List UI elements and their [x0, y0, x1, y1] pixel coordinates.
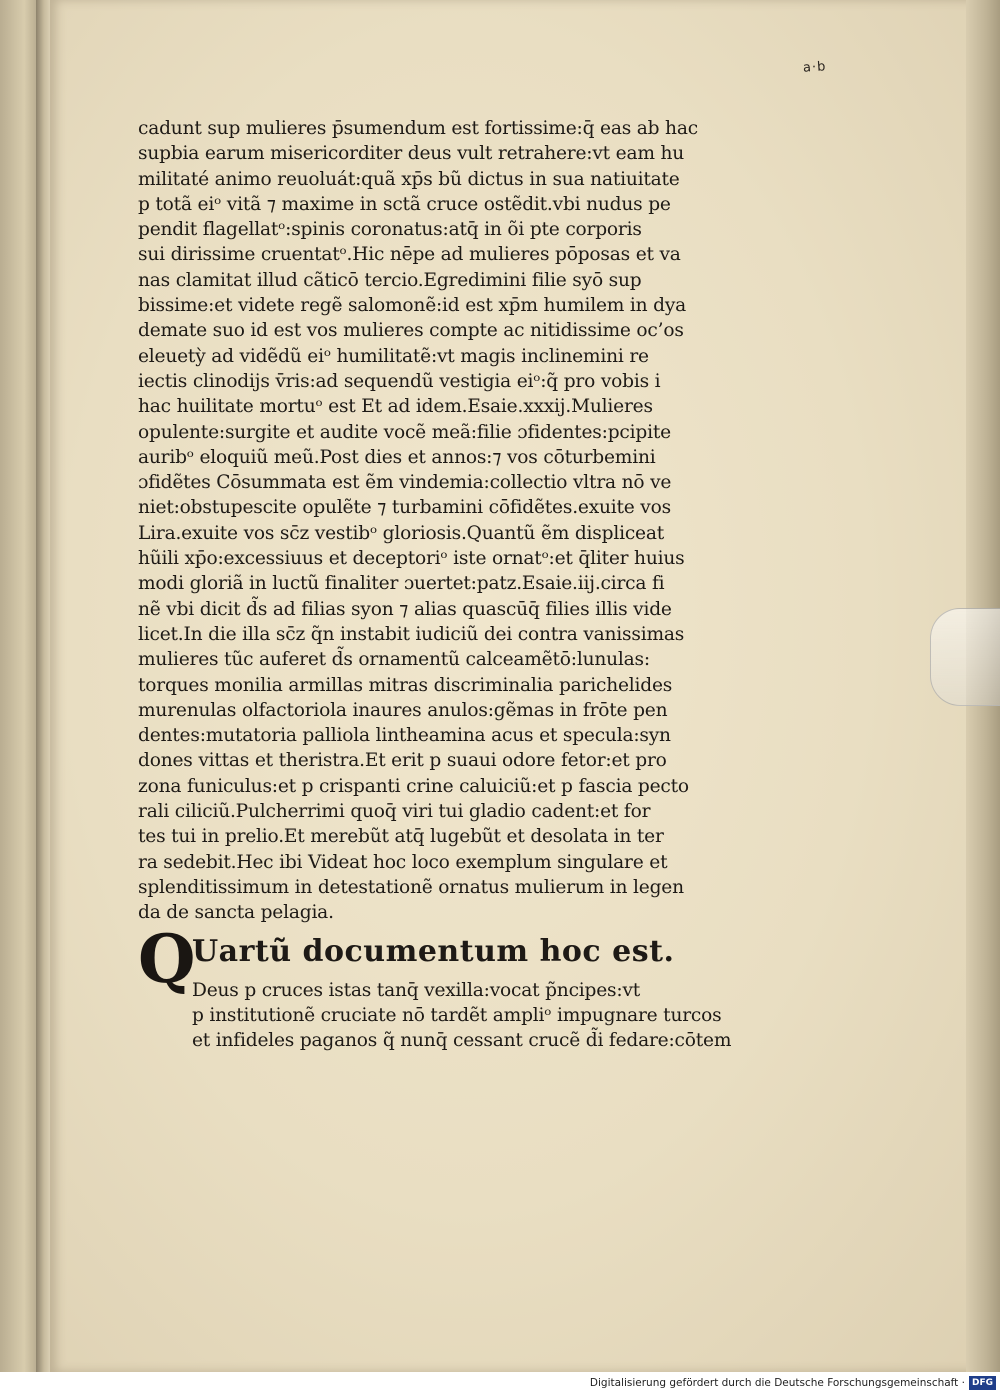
text-line: hũili xp̄o:excessiuus et deceptoriᵒ iste ornatᵒ:et q̄liter huius: [138, 548, 685, 570]
text-line: torques monilia armillas mitras discriminalia parichelides: [138, 674, 673, 696]
text-line: licet.In die illa sc̄z q̃n instabit iudiciũ dei contra vanissimas: [138, 623, 685, 645]
text-line: modi gloriã in luctũ finaliter ɔuertet:patz.Esaie.iij.circa fi: [138, 573, 665, 595]
text-line: bissime:et videte regẽ salomonẽ:id est xp̄m humilem in dya: [138, 295, 687, 317]
digitization-footer: [0, 1372, 1000, 1394]
text-line: nas clamitat illud cãticō tercio.Egredimini filie syō sup: [138, 269, 642, 291]
text-line: ra sedebit.Hec ibi Videat hoc loco exemplum singulare et: [138, 851, 668, 873]
body-text: [138, 116, 738, 926]
signature-mark: a·b: [802, 59, 827, 76]
text-line: sui dirissime cruentatᵒ.Hic nēpe ad mulieres pōposas et va: [138, 244, 681, 266]
text-line: opulente:surgite et audite vocẽ meã:filie ɔfidentes:pcipite: [138, 421, 671, 443]
plastic-page-clip: [930, 608, 1000, 706]
text-line: splenditissimum in detestationẽ ornatus mulierum in legen: [138, 876, 684, 898]
text-line: pendit flagellatᵒ:spinis coronatus:atq̄ in õi pte corporis: [138, 219, 642, 241]
text-line: et infideles paganos q̃ nunq̄ cessant crucẽ d̃i fedare:cōtem: [192, 1030, 732, 1052]
text-line: p institutionẽ cruciate nō tardẽt ampliᵒ impugnare turcos: [192, 1004, 722, 1026]
text-line: mulieres tũc auferet d̃s ornamentũ calceamẽtō:lunulas:: [138, 649, 650, 671]
text-block: [138, 116, 738, 1053]
text-line: cadunt sup mulieres p̄sumendum est fortissime:q̄ eas ab hac: [138, 118, 698, 139]
text-line: murenulas olfactoriola inaures anulos:gẽmas in frōte pen: [138, 699, 668, 721]
text-line: Deus p cruces istas tanq̄ vexilla:vocat p̃ncipes:vt: [192, 979, 641, 1001]
text-line: demate suo id est vos mulieres compte ac nitidissime oc’os: [138, 320, 684, 342]
text-line: militaté animo reuoluát:quã xp̄s bũ dictus in sua natiuitate: [138, 168, 680, 190]
text-line: supbia earum misericorditer deus vult retrahere:vt eam hu: [138, 143, 685, 165]
text-line: dones vittas et theristra.Et erit p suaui odore fetor:et pro: [138, 750, 667, 772]
decorated-initial: Q: [138, 919, 196, 998]
section-heading: Uartũ documentum hoc est.: [192, 933, 675, 969]
text-line: hac huilitate mortuᵒ est Et ad idem.Esaie.xxxij.Mulieres: [138, 396, 653, 418]
text-line: tes tui in prelio.Et merebũt atq̄ lugebũt et desolata in ter: [138, 826, 664, 848]
text-line: zona funiculus:et p crispanti crine caluiciũ:et p fascia pecto: [138, 775, 689, 797]
text-line: da de sancta pelagia.: [138, 902, 334, 924]
text-line: dentes:mutatoria palliola lintheamina acus et specula:syn: [138, 725, 671, 747]
text-line: nẽ vbi dicit d̃s ad filias syon ⁊ alias quascūq̄ filies illis vide: [138, 598, 672, 620]
after-heading-text: [138, 978, 738, 1054]
text-line: p totã eiᵒ vitã ⁊ maxime in sctã cruce ostẽdit.vbi nudus pe: [138, 193, 671, 215]
text-line: iectis clinodijs v̄ris:ad sequendũ vestigia eiᵒ:q̃ pro vobis i: [138, 370, 661, 392]
text-line: eleuetỳ ad vidẽdũ eiᵒ humilitatẽ:vt magis inclinemini re: [138, 345, 649, 367]
text-line: niet:obstupescite opulẽte ⁊ turbamini cōfidẽtes.exuite vos: [138, 497, 671, 519]
text-line: ɔfidẽtes Cōsummata est ẽm vindemia:collectio vltra nō ve: [138, 472, 672, 494]
text-line: Lira.exuite vos sc̄z vestibᵒ gloriosis.Quantũ ẽm displiceat: [138, 522, 664, 544]
text-line: auribᵒ eloquiũ meũ.Post dies et annos:⁊ vos cōturbemini: [138, 446, 656, 468]
footer-credit: Digitalisierung gefördert durch die Deutsche Forschungsgemeinschaft ·: [589, 1377, 965, 1389]
text-line: rali ciliciũ.Pulcherrimi quoq̄ viri tui gladio cadent:et for: [138, 801, 651, 823]
dfg-logo: DFG: [969, 1376, 996, 1390]
